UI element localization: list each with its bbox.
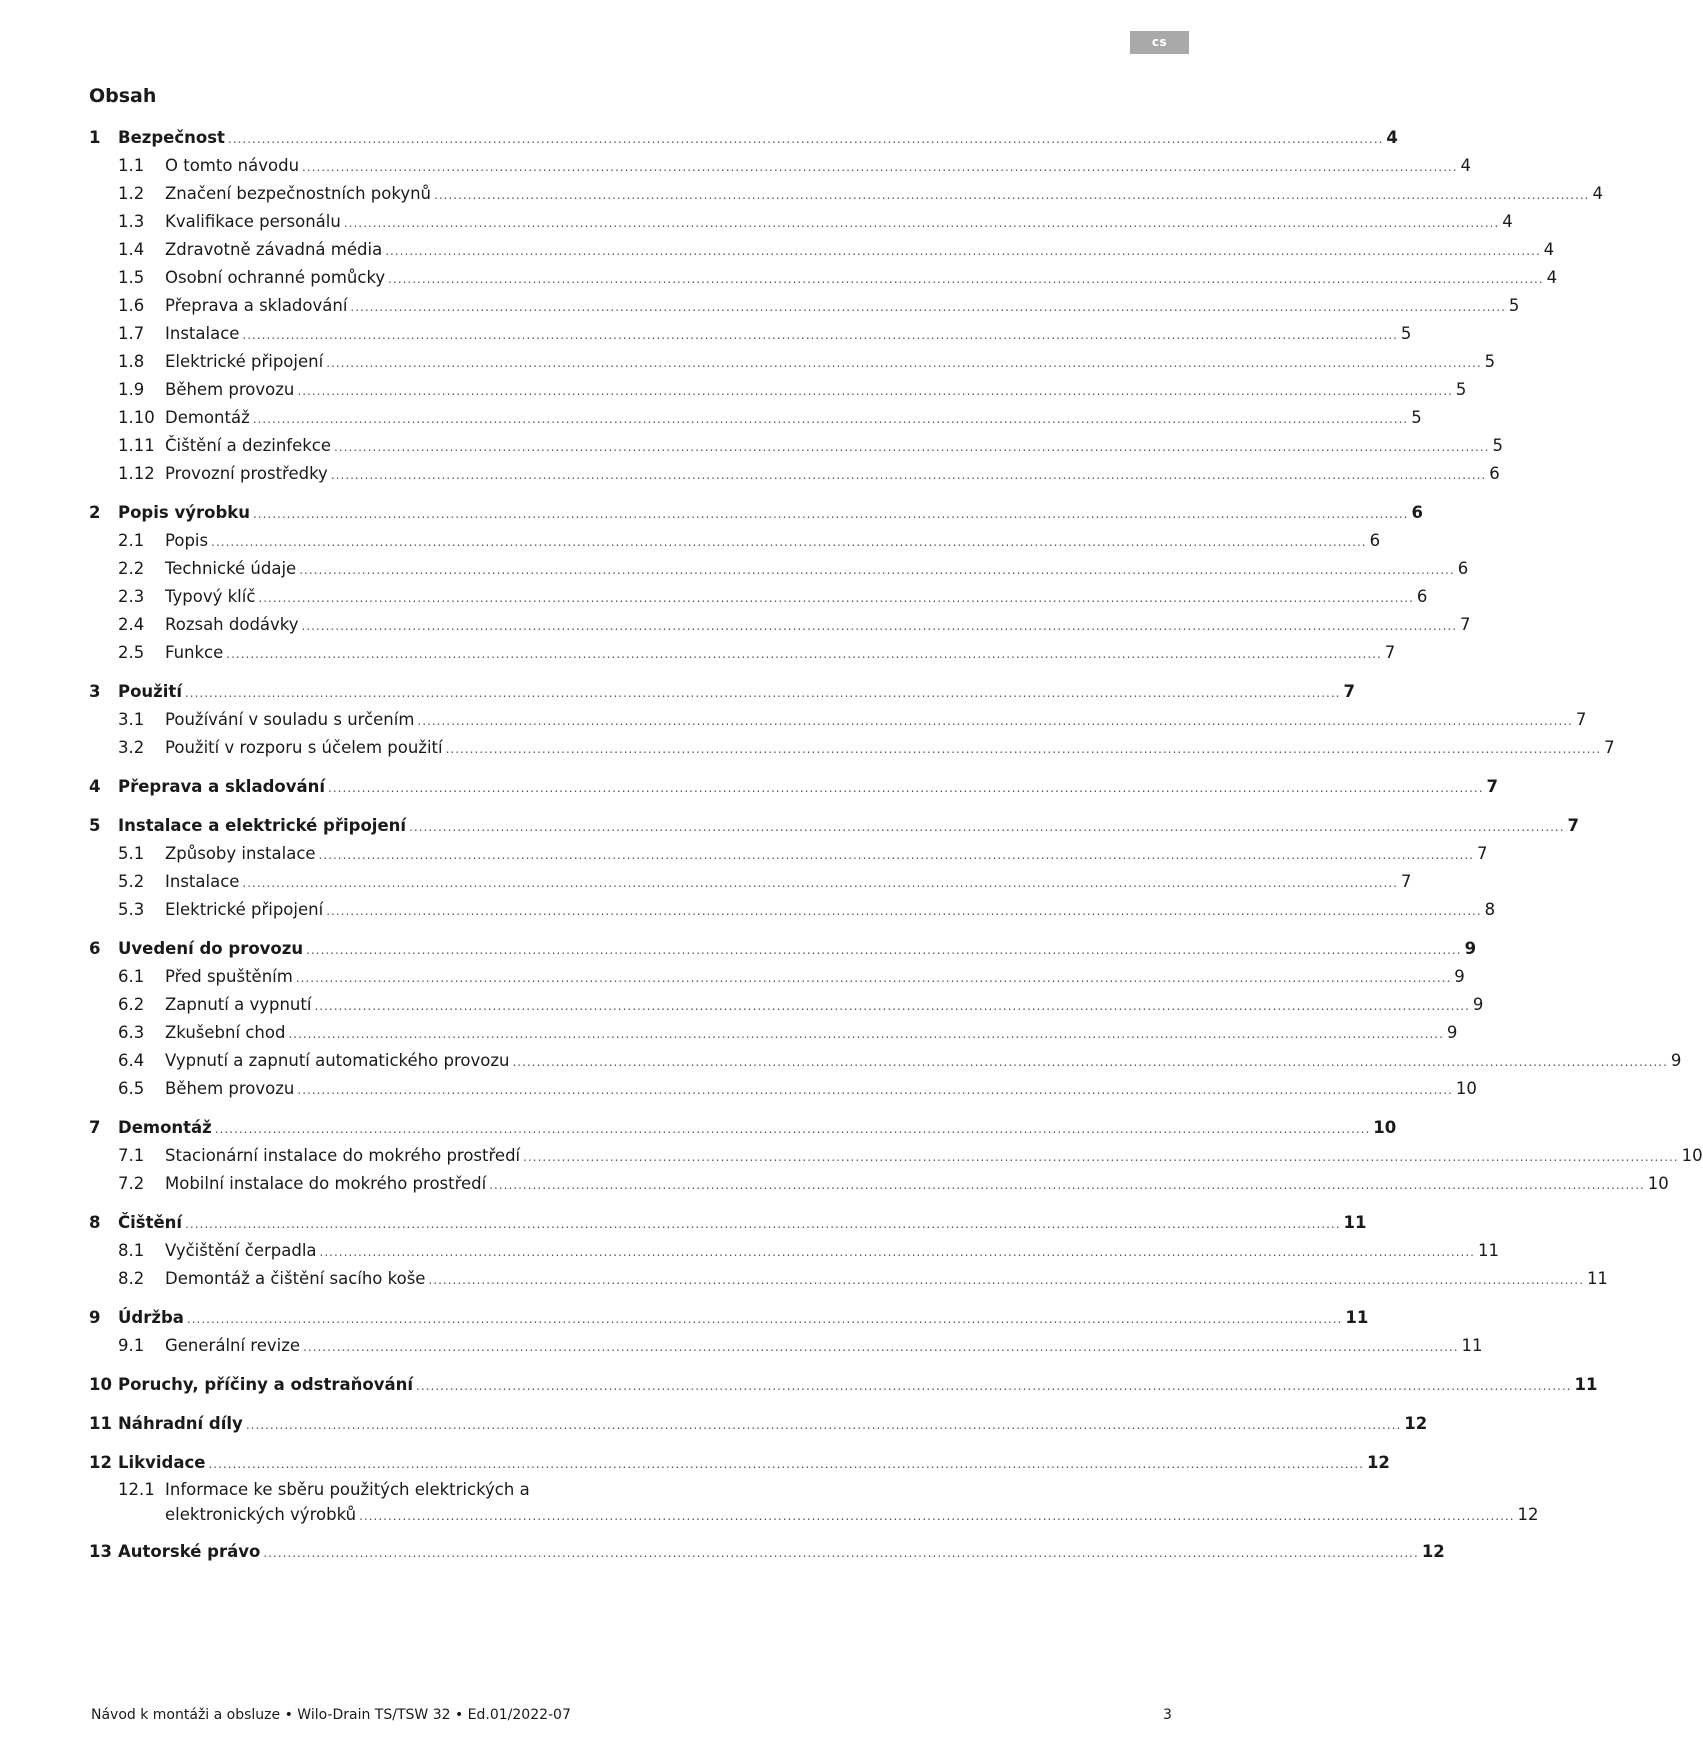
toc-leader-dots [328,774,1483,802]
toc-entry-page: 5 [1400,324,1412,343]
toc-entry-line [165,1477,1539,1529]
toc-entry-line [165,1019,1458,1048]
toc-entry-title: Zdravotně závadná média [165,240,383,259]
toc-entry-page: 7 [1575,710,1587,729]
toc-entry-number: 6.3 [118,1023,145,1042]
footer-document-info: Návod k montáži a obsluze • Wilo-Drain TS/TSW 32 • Ed.01/2022-07 [91,1707,571,1723]
toc-entry-title: Před spuštěním [165,967,293,986]
toc-entry-sub[interactable] [89,991,1484,1019]
toc-entry-title: Čištění [118,1213,183,1232]
toc-entry-line [165,460,1500,489]
toc-entry-page: 9 [1464,939,1477,958]
toc-entry-page: 4 [1592,184,1603,203]
toc-entry-page: 9 [1472,995,1484,1014]
toc-entry-title: O tomto návodu [165,156,300,175]
toc-entry-title: Stacionární instalace do mokrého prostředí [165,1146,521,1165]
toc-leader-dots [385,237,1540,265]
toc-entry-page: 6 [1416,587,1428,606]
toc-entry-number: 6.2 [118,995,145,1014]
toc-entry-line [165,236,1555,265]
toc-entry-number: 1.12 [118,464,155,483]
toc-entry-number: 1.5 [118,268,145,287]
toc-entry-line [165,991,1484,1020]
language-badge: cs [1130,31,1189,54]
toc-leader-dots [388,265,1543,293]
toc-entry-number: 3 [89,682,101,701]
toc-entry-number: 3.2 [118,738,145,757]
toc-entry-line [165,264,1558,293]
toc-entry-main[interactable] [89,1114,1397,1142]
toc-entry-page: 12 [1366,1453,1390,1472]
toc-entry-number: 1.3 [118,212,145,231]
toc-entry-title: Přeprava a skladování [118,777,326,796]
toc-entry-number: 1.1 [118,156,145,175]
toc-entry-line [165,1170,1669,1199]
toc-leader-dots [297,377,1452,405]
toc-entry-main[interactable] [89,678,1355,706]
toc-entry-sub[interactable] [89,180,1603,208]
toc-entry-number: 12 [89,1453,112,1472]
toc-leader-dots [306,936,1461,964]
toc-entry-page: 6 [1411,503,1423,522]
toc-section [89,1538,1445,1566]
toc-entry-page: 7 [1460,615,1471,634]
toc-entry-title: Instalace a elektrické připojení [118,816,407,835]
toc-entry-page: 5 [1484,352,1496,371]
toc-entry-line [118,499,1423,528]
toc-entry-page: 7 [1604,738,1615,757]
toc-leader-dots [523,1143,1678,1171]
toc-section [89,124,1603,488]
toc-entry-main[interactable] [89,935,1477,963]
toc-leader-dots [187,1305,1342,1333]
toc-entry-title: Osobní ochranné pomůcky [165,268,386,287]
toc-entry-page: 8 [1484,900,1496,919]
toc-entry-title: Elektrické připojení [165,352,324,371]
toc-entry-page: 4 [1546,268,1558,287]
toc-entry-number: 1.4 [118,240,145,259]
toc-entry-sub[interactable] [89,583,1428,611]
toc-entry-number: 1 [89,128,101,147]
toc-entry-page: 7 [1486,777,1498,796]
toc-entry-number: 6 [89,939,101,958]
toc-entry-line [165,527,1381,556]
toc-entry-page: 6 [1457,559,1469,578]
toc-entry-title: Bezpečnost [118,128,225,147]
toc-entry-sub[interactable] [89,208,1513,236]
toc-entry-page: 4 [1543,240,1555,259]
toc-entry-line [118,1209,1367,1238]
toc-entry-sub[interactable] [89,1019,1458,1047]
toc-entry-number: 1.6 [118,296,145,315]
toc-entry-line [118,1371,1598,1400]
toc-leader-dots [319,841,1474,869]
toc-entry-page: 11 [1461,1336,1483,1355]
toc-section [89,1209,1608,1293]
toc-leader-dots [320,1238,1475,1266]
toc-entry-sub[interactable] [89,1170,1669,1198]
toc-entry-line [165,320,1412,349]
toc-leader-dots [326,897,1481,925]
toc-entry-line [165,1142,1703,1171]
toc-entry-title: Popis [165,531,209,550]
toc-entry-main[interactable] [89,499,1423,527]
toc-leader-dots [302,612,1457,640]
toc-entry-number: 5.1 [118,844,145,863]
toc-leader-dots [185,679,1340,707]
toc-entry-line [165,376,1467,405]
toc-entry-title: Poruchy, příčiny a odstraňování [118,1375,413,1394]
toc-entry-title: Elektrické připojení [165,900,324,919]
toc-leader-dots [489,1171,1644,1199]
toc-leader-dots [359,1504,1514,1529]
toc-entry-line [165,432,1503,461]
toc-entry-number: 2.5 [118,643,145,662]
toc-entry-title: Náhradní díly [118,1414,243,1433]
toc-entry-title: Údržba [118,1308,184,1327]
toc-entry-title: Během provozu [165,380,295,399]
toc-entry-page: 4 [1502,212,1513,231]
toc-entry-title: Použití [118,682,182,701]
toc-entry-title: Použití v rozporu s účelem použití [165,738,443,757]
toc-section [89,499,1471,667]
toc-entry-title: Demontáž [118,1118,212,1137]
toc-entry-title: Vypnutí a zapnutí automatického provozu [165,1051,510,1070]
toc-entry-line [118,1114,1397,1143]
toc-section [89,678,1615,762]
toc-entry-main[interactable] [89,1209,1367,1237]
toc-leader-dots [215,1115,1370,1143]
toc-leader-dots [314,992,1469,1020]
toc-entry-sub[interactable] [89,639,1396,667]
toc-entry-sub[interactable] [89,376,1467,404]
toc-entry-line [118,124,1398,153]
toc-entry-line [118,935,1477,964]
toc-entry-page: 6 [1489,464,1500,483]
toc-entry-sub[interactable] [89,868,1412,896]
toc-entry-sub[interactable] [89,963,1465,991]
toc-entry-title: Technické údaje [165,559,297,578]
toc-entry-line [165,896,1496,925]
toc-section [89,1371,1598,1399]
toc-entry-title: Instalace [165,324,240,343]
toc-entry-number: 6.1 [118,967,145,986]
toc-entry-sub[interactable] [89,404,1422,432]
toc-leader-dots [208,1450,1363,1478]
toc-entry-page: 5 [1455,380,1467,399]
toc-leader-dots [434,181,1589,209]
toc-entry-line [118,1304,1369,1333]
toc-entry-sub[interactable] [89,236,1555,264]
footer-page-number: 3 [1163,1707,1172,1723]
toc-entry-page: 5 [1508,296,1520,315]
toc-entry-sub[interactable] [89,527,1381,555]
toc-entry-page: 7 [1567,816,1580,835]
toc-entry-title: Autorské právo [118,1542,261,1561]
toc-entry-page: 12 [1421,1542,1445,1561]
toc-entry-page: 9 [1670,1051,1682,1070]
toc-section [89,1449,1539,1527]
toc-entry-sub[interactable] [89,1047,1682,1075]
toc-entry-line [165,963,1465,992]
toc-entry-number: 10 [89,1375,112,1394]
toc-entry-number: 3.1 [118,710,145,729]
toc-entry-page: 10 [1455,1079,1477,1098]
toc-entry-number: 2.4 [118,615,145,634]
toc-entry-sub[interactable] [89,896,1496,924]
toc-leader-dots [226,640,1381,668]
toc-entry-page: 11 [1345,1308,1369,1327]
toc-entry-line [165,840,1488,869]
toc-entry-title-wrap [165,1477,1539,1529]
toc-entry-number: 2.1 [118,531,145,550]
toc-leader-dots [512,1048,1667,1076]
toc-entry-sub[interactable] [89,292,1520,320]
toc-leader-dots [242,321,1397,349]
toc-entry-number: 5.3 [118,900,145,919]
toc-entry-title: Používání v souladu s určením [165,710,415,729]
toc-entry-sub[interactable] [89,840,1488,868]
toc-entry-line [165,180,1603,209]
toc-entry-page: 9 [1446,1023,1458,1042]
toc-entry-page: 12 [1404,1414,1428,1433]
toc-leader-dots [350,293,1505,321]
toc-entry-number: 6.4 [118,1051,145,1070]
toc-entry-line [165,1332,1483,1361]
toc-entry-title: Způsoby instalace [165,844,316,863]
toc-section [89,1304,1483,1360]
toc-leader-dots [416,1372,1571,1400]
toc-entry-title: Kvalifikace personálu [165,212,341,231]
toc-entry-line [118,773,1498,802]
toc-entry-number: 12.1 [118,1480,155,1499]
toc-leader-dots [211,528,1366,556]
toc-entry-number: 2.2 [118,559,145,578]
toc-entry-title-cont: elektronických výrobků [165,1505,357,1524]
toc-entry-page: 7 [1477,844,1488,863]
toc-leader-dots [288,1020,1443,1048]
toc-entry-page: 9 [1454,967,1465,986]
toc-leader-dots [185,1210,1340,1238]
toc-entry-number: 7.1 [118,1146,145,1165]
toc-entry-page: 4 [1460,156,1472,175]
toc-entry-title: Rozsah dodávky [165,615,299,634]
toc-entry-number: 8.2 [118,1269,145,1288]
toc-entry-line [165,1265,1608,1294]
toc-entry-sub[interactable] [89,348,1496,376]
toc-section [89,935,1682,1103]
toc-entry-page: 4 [1386,128,1398,147]
toc-entry-page: 10 [1681,1146,1703,1165]
toc-entry-title: Značení bezpečnostních pokynů [165,184,432,203]
toc-leader-dots [246,1411,1401,1439]
toc-entry-title: Mobilní instalace do mokrého prostředí [165,1174,487,1193]
toc-entry-line [118,1449,1390,1478]
toc-leader-dots [417,707,1572,735]
toc-entry-number: 8.1 [118,1241,145,1260]
toc-leader-dots [253,405,1408,433]
toc-entry-title: Popis výrobku [118,503,250,522]
toc-leader-dots [446,735,1601,763]
toc-leader-dots [331,461,1486,489]
toc-entry-line [165,208,1513,237]
toc-entry-title: Uvedení do provozu [118,939,304,958]
toc-entry-sub[interactable] [89,1265,1608,1293]
toc-entry-line [165,1075,1477,1104]
toc-entry-number: 6.5 [118,1079,145,1098]
toc-entry-main[interactable] [89,1304,1369,1332]
toc-entry-number: 5 [89,816,101,835]
toc-leader-dots [263,1539,1418,1567]
toc-entry-number: 9.1 [118,1336,145,1355]
toc-entry-sub[interactable] [89,264,1558,292]
toc-entry-sub[interactable] [89,611,1471,639]
table-of-contents [89,124,1703,1577]
toc-entry-title: Demontáž a čištění sacího koše [165,1269,426,1288]
toc-entry-number: 1.11 [118,436,155,455]
toc-entry-title: Instalace [165,872,240,891]
toc-entry-sub[interactable] [89,320,1412,348]
toc-entry-line [165,639,1396,668]
toc-entry-number: 7.2 [118,1174,145,1193]
toc-entry-line [165,706,1587,735]
toc-entry-line [165,1237,1499,1266]
toc-entry-number: 13 [89,1542,112,1561]
toc-entry-sub[interactable] [89,432,1503,460]
toc-entry-main[interactable] [89,1538,1445,1566]
toc-entry-line [118,1538,1445,1567]
toc-entry-title: Informace ke sběru použitých elektrických a [165,1480,530,1499]
toc-entry-sub[interactable] [89,1142,1703,1170]
toc-entry-line [165,611,1471,640]
toc-entry-line [165,583,1428,612]
toc-entry-number: 4 [89,777,101,796]
toc-leader-dots [326,349,1481,377]
toc-entry-title: Demontáž [165,408,250,427]
toc-entry-page: 11 [1343,1213,1367,1232]
toc-entry-main[interactable] [89,812,1580,840]
toc-entry-title: Zkušební chod [165,1023,286,1042]
toc-entry-title: Generální revize [165,1336,301,1355]
toc-entry-line [165,292,1520,321]
toc-leader-dots [297,1076,1452,1104]
toc-entry-sub[interactable] [89,1075,1477,1103]
toc-entry-line [165,734,1615,763]
toc-entry-sub[interactable] [89,555,1469,583]
toc-entry-sub[interactable] [89,1237,1499,1265]
toc-leader-dots [296,964,1451,992]
toc-entry-sub[interactable] [89,734,1615,762]
toc-entry-sub[interactable] [89,460,1500,488]
toc-entry-page: 11 [1574,1375,1598,1394]
toc-entry-number: 2.3 [118,587,145,606]
toc-leader-dots [302,153,1457,181]
toc-entry-title: Provozní prostředky [165,464,328,483]
toc-entry-title: Zapnutí a vypnutí [165,995,312,1014]
toc-entry-title: Přeprava a skladování [165,296,348,315]
toc-leader-dots [242,869,1397,897]
toc-leader-dots [303,1333,1458,1361]
toc-entry-number: 1.10 [118,408,155,427]
toc-leader-dots [344,209,1499,237]
toc-entry-number: 7 [89,1118,101,1137]
toc-entry-page: 7 [1343,682,1355,701]
toc-heading: Obsah [89,85,157,107]
toc-leader-dots [253,500,1408,528]
toc-entry-sub[interactable] [89,1477,1539,1527]
toc-entry-main[interactable] [89,1410,1428,1438]
toc-entry-title: Čištění a dezinfekce [165,436,332,455]
toc-entry-number: 1.8 [118,352,145,371]
toc-entry-page: 5 [1492,436,1503,455]
toc-entry-number: 11 [89,1414,112,1433]
toc-entry-page: 5 [1411,408,1422,427]
toc-entry-page: 10 [1373,1118,1397,1137]
toc-entry-page: 10 [1647,1174,1669,1193]
toc-leader-dots [334,433,1489,461]
toc-entry-page: 11 [1478,1241,1499,1260]
toc-entry-title: Likvidace [118,1453,206,1472]
toc-entry-title: Funkce [165,643,224,662]
toc-entry-number: 1.9 [118,380,145,399]
toc-leader-dots [228,125,1383,153]
toc-entry-number: 1.7 [118,324,145,343]
toc-entry-main[interactable] [89,1371,1598,1399]
toc-section [89,812,1580,924]
toc-entry-main[interactable] [89,773,1498,801]
toc-entry-sub[interactable] [89,1332,1483,1360]
toc-section [89,1410,1428,1438]
toc-entry-line [118,812,1580,841]
toc-entry-line [165,404,1422,433]
toc-entry-page: 6 [1369,531,1381,550]
toc-entry-title: Vyčištění čerpadla [165,1241,317,1260]
toc-leader-dots [299,556,1454,584]
toc-entry-page: 7 [1400,872,1412,891]
toc-entry-number: 8 [89,1213,101,1232]
toc-leader-dots [258,584,1413,612]
toc-leader-dots [409,813,1564,841]
toc-entry-line [165,555,1469,584]
toc-entry-page: 7 [1384,643,1396,662]
toc-section [89,773,1498,801]
toc-entry-page: 11 [1586,1269,1608,1288]
toc-leader-dots [428,1266,1583,1294]
toc-entry-number: 1.2 [118,184,145,203]
toc-entry-number: 2 [89,503,101,522]
toc-entry-sub[interactable] [89,706,1587,734]
toc-entry-line [165,152,1472,181]
toc-entry-line [165,1047,1682,1076]
toc-entry-line [165,868,1412,897]
toc-entry-number: 5.2 [118,872,145,891]
toc-entry-title: Během provozu [165,1079,295,1098]
toc-section [89,1114,1703,1198]
toc-entry-main[interactable] [89,124,1398,152]
toc-entry-page: 12 [1517,1505,1539,1524]
toc-entry-line [118,1410,1428,1439]
toc-entry-line [165,348,1496,377]
toc-entry-title-line2 [165,1502,1539,1529]
toc-entry-number: 9 [89,1308,101,1327]
toc-entry-title: Typový klíč [165,587,256,606]
toc-entry-sub[interactable] [89,152,1472,180]
toc-entry-main[interactable] [89,1449,1390,1477]
toc-entry-line [118,678,1355,707]
